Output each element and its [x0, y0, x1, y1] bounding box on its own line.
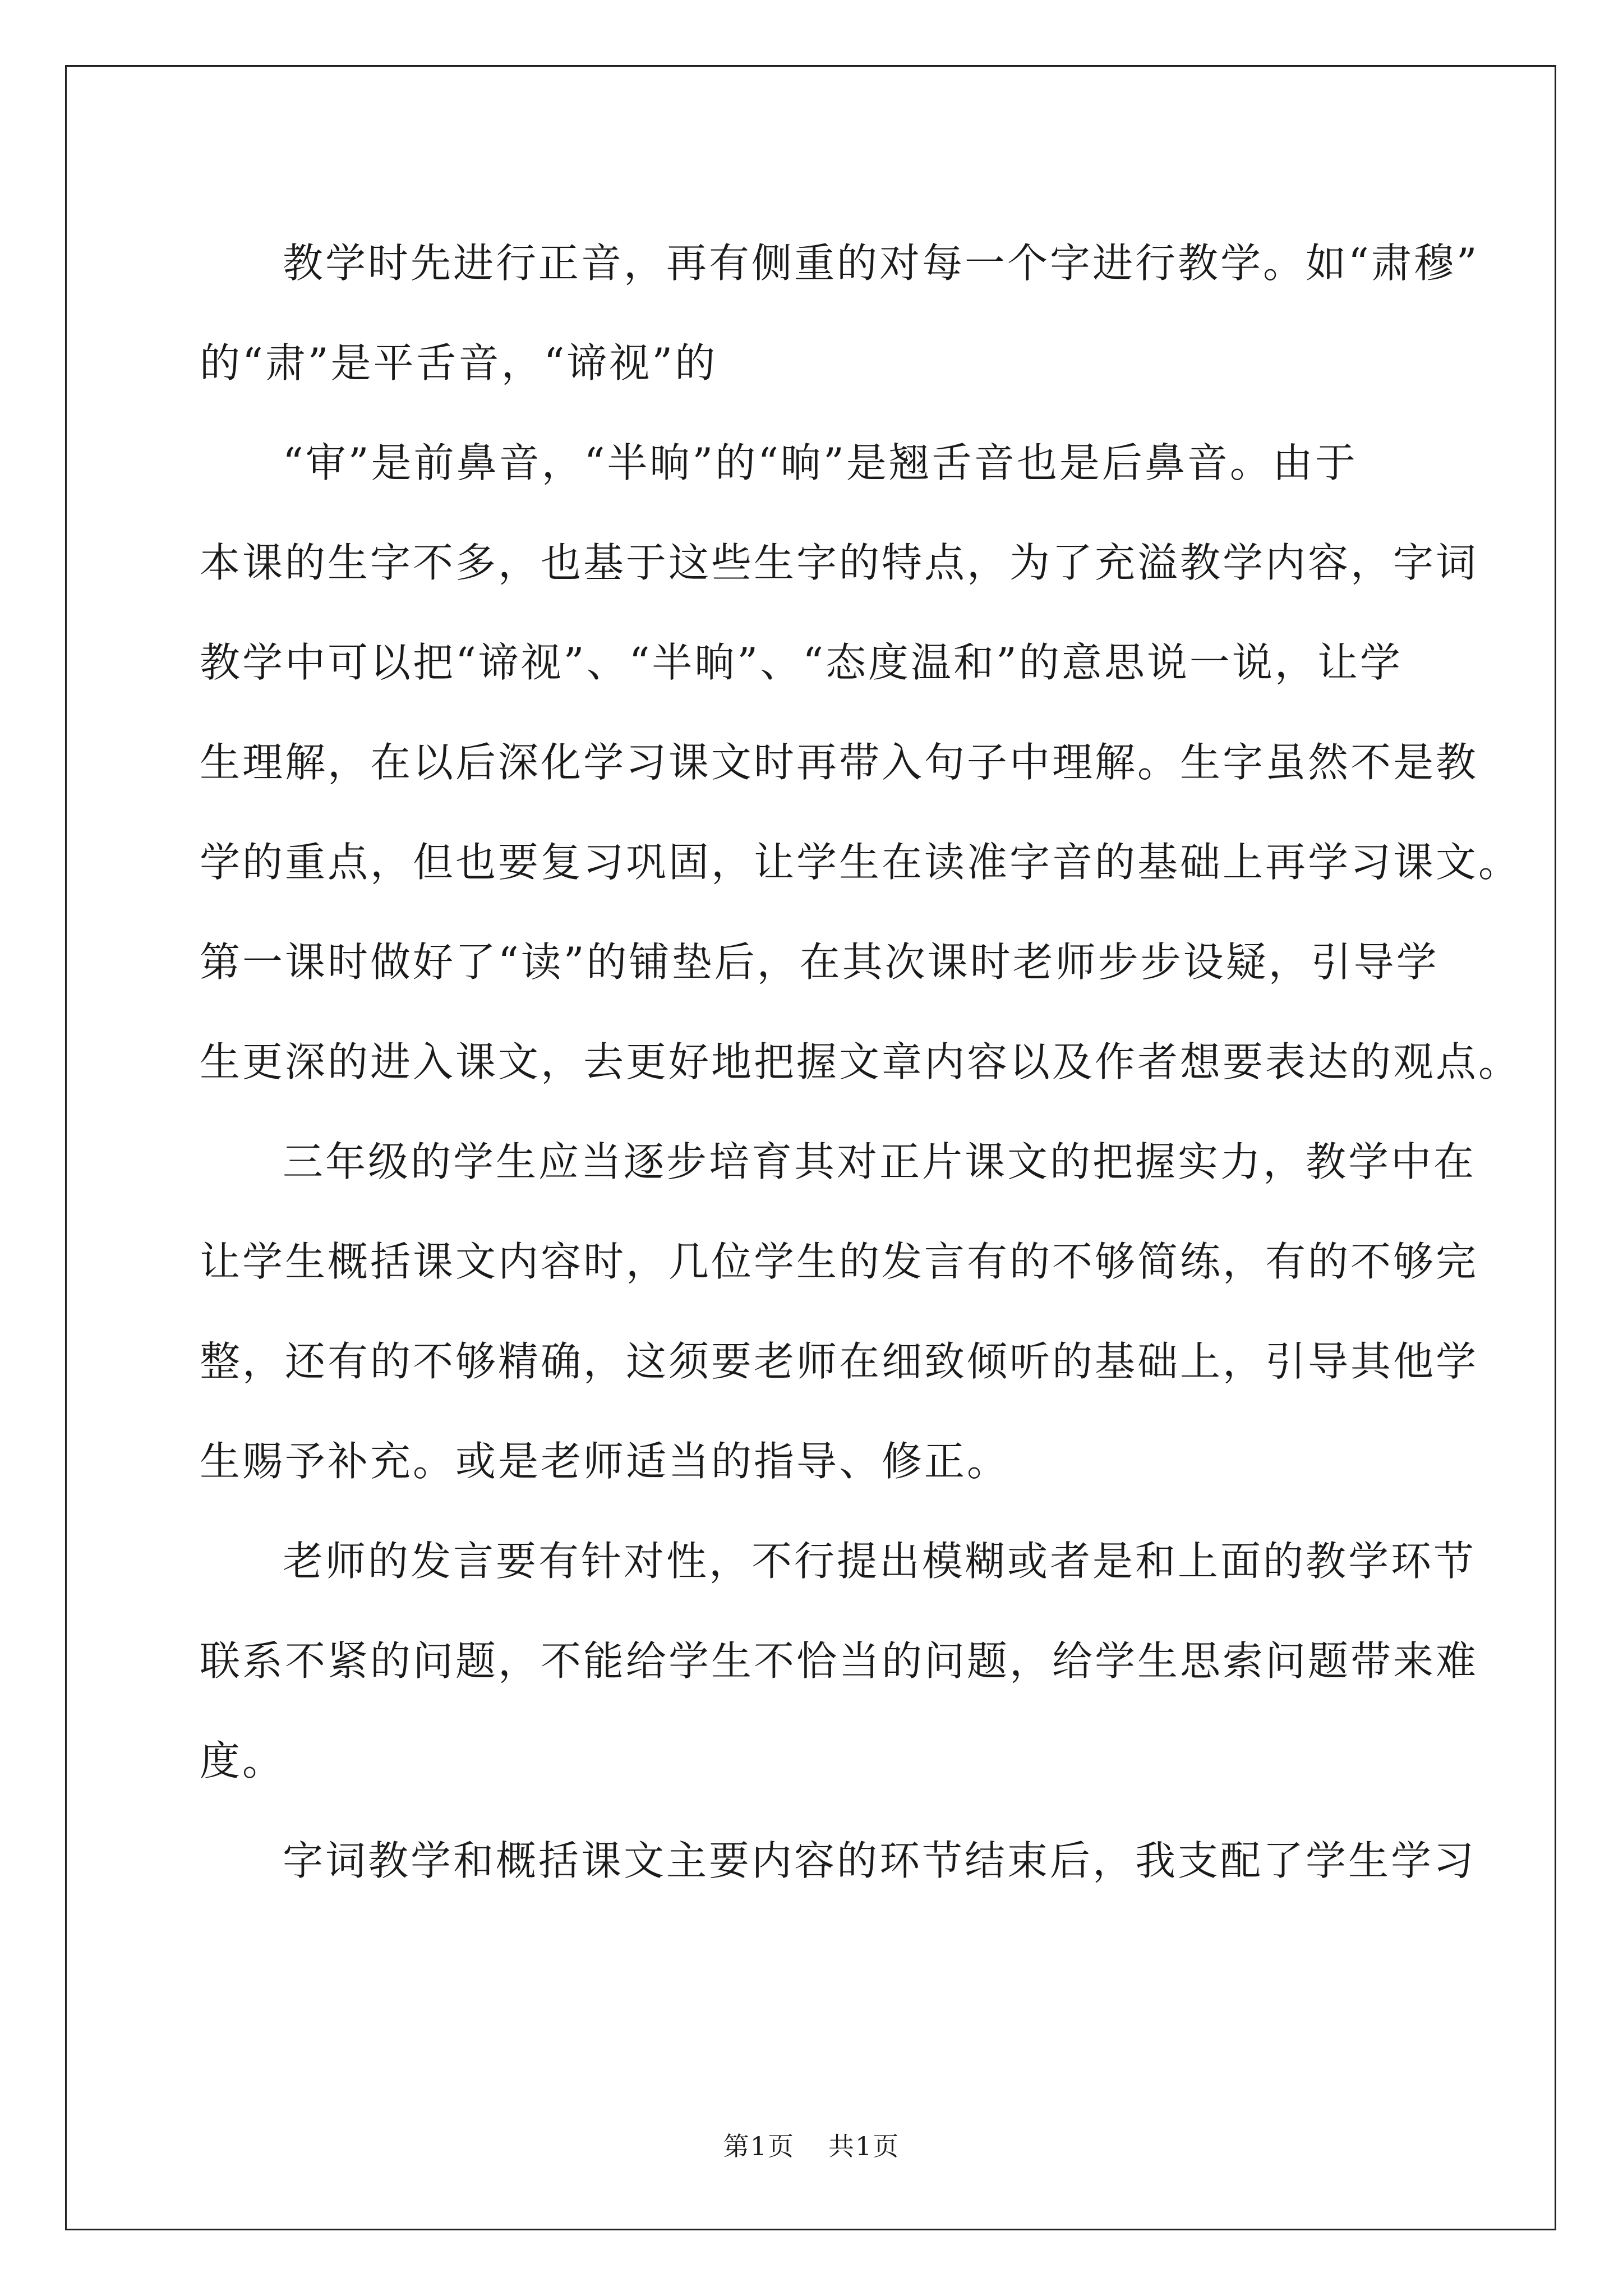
text-line: 学的重点，但也要复习巩固，让学生在读准字音的基础上再学习课文。	[200, 839, 1521, 886]
text-line: “审”是前鼻音，“半晌”的“晌”是翘舌音也是后鼻音。由于	[283, 439, 1358, 486]
text-line: 生赐予补充。或是老师适当的指导、修正。	[200, 1438, 1010, 1485]
text-line: 让学生概括课文内容时，几位学生的发言有的不够简练，有的不够完	[200, 1238, 1479, 1285]
text-line: 三年级的学生应当逐步培育其对正片课文的把握实力，教学中在	[283, 1138, 1477, 1185]
page-number: 第1页	[723, 2131, 795, 2161]
text-line: 字词教学和概括课文主要内容的环节结束后，我支配了学生学习	[283, 1837, 1477, 1884]
text-line: 的“肃”是平舌音，“谛视”的	[200, 339, 718, 386]
text-line: 联系不紧的问题，不能给学生不恰当的问题，给学生思索问题带来难	[200, 1637, 1479, 1685]
text-line: 生更深的进入课文，去更好地把握文章内容以及作者想要表达的观点。	[200, 1038, 1521, 1085]
text-line: 生理解，在以后深化学习课文时再带入句子中理解。生字虽然不是教	[200, 739, 1479, 786]
text-line: 老师的发言要有针对性，不行提出模糊或者是和上面的教学环节	[283, 1538, 1477, 1585]
page-footer	[0, 2126, 1623, 2163]
text-line: 本课的生字不多，也基于这些生字的特点，为了充溢教学内容，字词	[200, 539, 1479, 586]
page-total: 共1页	[828, 2131, 900, 2161]
text-line: 整，还有的不够精确，这须要老师在细致倾听的基础上，引导其他学	[200, 1338, 1479, 1385]
text-line: 度。	[200, 1737, 285, 1784]
text-line: 教学时先进行正音，再有侧重的对每一个字进行教学。如“肃穆”	[283, 240, 1479, 287]
text-line: 教学中可以把“谛视”、“半晌”、“态度温和”的意思说一说，让学	[200, 639, 1403, 686]
document-body	[200, 213, 1521, 1911]
text-line: 第一课时做好了“读”的铺垫后，在其次课时老师步步设疑，引导学	[200, 938, 1439, 986]
